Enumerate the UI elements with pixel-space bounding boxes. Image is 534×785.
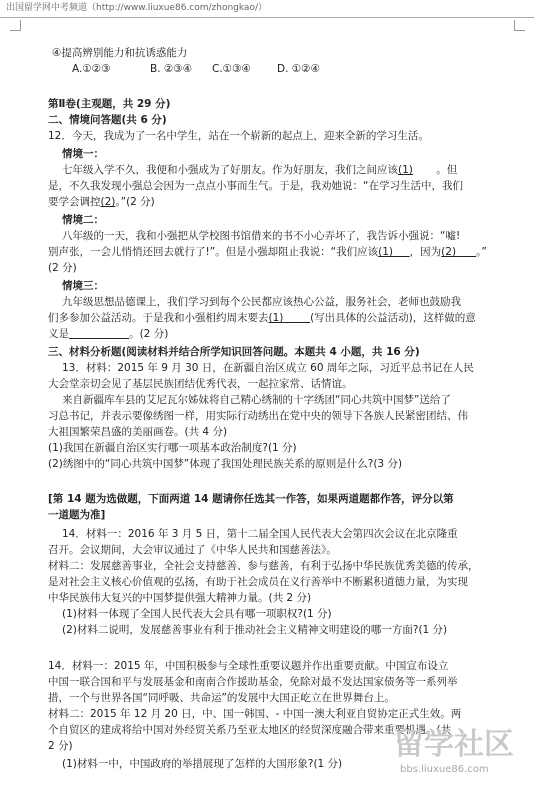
q14-note-line2: 一道题为准] — [48, 509, 106, 521]
q14a-line4: 是对社会主义核心价值观的弘扬，有助于社会成员在义行善举中不断累积道德力量，为实现 — [48, 576, 468, 588]
q14b-line4: 材料二：2015 年 12 月 20 日，中、国一韩国、- 中国一澳大利亚自贸协定正式生效。两 — [48, 708, 462, 720]
q14a-line5: 中华民族伟大复兴的中国梦提供强大精神力量。(共 2 分) — [48, 592, 312, 604]
watermark-url: bbs.liuxue86.com — [400, 764, 489, 775]
section2-title: 二、情境问答题(共 6 分) — [48, 114, 167, 126]
q12-scenario2-score: (2 分) — [48, 262, 77, 274]
q14b-line1: 14．材料一：2015 年，中国积极参与全球性重要议题并作出重要贡献。中国宣布设立 — [48, 660, 449, 672]
q13-line5: 大祖国繁荣昌盛的美丽画卷。(共 4 分) — [48, 426, 228, 438]
q14a-sub1: (1)材料一体现了全国人民代表大会具有哪一项职权?(1 分) — [62, 608, 332, 620]
q13-line1: 13．材料：2015 年 9 月 30 日，在新疆自治区成立 60 周年之际，习近平总书记在人民 — [62, 362, 474, 374]
q13-sub1: (1)我国在新疆自治区实行哪一项基本政治制度?(1 分) — [48, 442, 297, 454]
q12-scenario2-label: 情境二： — [62, 214, 104, 226]
q12-scenario2-line2: 别声张，一会儿悄悄还回去就行了!”。但是小强却阻止我说：“我们应该(1) ，因为(2) 。” — [48, 246, 487, 258]
q14-note-line1: [第 14 题为选做题，下面两道 14 题请你任选其一作答，如果两道题都作答，评分以第 — [48, 493, 454, 505]
q14a-line1: 14．材料一：2016 年 3 月 5 日，第十二届全国人民代表大会第四次会议在北京隆重 — [62, 528, 458, 540]
q12-scenario3-line1: 九年级思想品德课上，我们学习到每个公民都应该热心公益，服务社会，老师也鼓励我 — [62, 296, 461, 308]
q12-scenario3-line3: 义是 。(2 分) — [48, 328, 169, 340]
q11-item-4: ④提高辨别能力和抗诱惑能力 — [52, 47, 188, 59]
q13-sub2: (2)绣图中的“同心共筑中国梦”体现了我国处理民族关系的原则是什么?(3 分) — [48, 458, 403, 470]
q14b-sub1: (1)材料一中，中国政府的举措展现了怎样的大国形象?(1 分) — [62, 758, 343, 770]
q14b-line5: 个自贸区的建成将给中国对外经贸关系乃至亚太地区的经贸深度融合带来重要机遇。(共 — [48, 724, 452, 736]
blank-field: (2) — [441, 246, 457, 258]
q12-scenario2-line1: 八年级的一天，我和小强把从学校图书馆借来的书不小心弄坏了，我告诉小强说：“嘘! — [62, 230, 461, 242]
crop-mark-right — [514, 20, 525, 31]
blank-field: (1) — [268, 312, 284, 324]
q13-line4: 习总书记，并表示要像绣图一样，用实际行动绣出在党中央的领导下各族人民紧密团结、伟 — [48, 410, 468, 422]
q12-scenario3-label: 情境三： — [62, 280, 104, 292]
q11-option-a: A.①②③ — [72, 63, 111, 75]
watermark-logo: 留学社区 — [394, 727, 514, 762]
q14b-line6: 2 分) — [48, 740, 73, 752]
q14a-line2: 召开。会议期间，大会审议通过了《中华人民共和国慈善法》。 — [48, 544, 337, 556]
crop-mark-left — [10, 20, 21, 31]
q12-scenario1-label: 情境一： — [62, 148, 104, 160]
q11-option-c: C.①③④ — [212, 63, 251, 75]
q14b-line2: 中国一联合国和平与发展基金和南南合作援助基金，免除对最不发达国家债务等一系列举 — [48, 676, 458, 688]
q14a-sub2: (2)材料二说明，发展慈善事业有利于推动社会主义精神文明建设的哪一方面?(1 分) — [62, 624, 448, 636]
q12-scenario1-line3: 要学会调控(2)。”(2 分) — [48, 196, 155, 208]
page-header — [0, 0, 534, 18]
q11-option-b: B. ②③④ — [150, 63, 193, 75]
q14a-line3: 材料二：发展慈善事业，全社会支持慈善、参与慈善，有利于弘扬中华民族优秀美德的传承， — [48, 560, 479, 572]
blank-field: (1) — [378, 246, 393, 258]
q12-scenario1-line1: 七年级入学不久，我便和小强成为了好朋友。作为好朋友，我们之间应该(1) 。但 — [62, 164, 458, 176]
q14b-line3: 措，一个与世界各国“同呼吸、共命运”的发展中大国正屹立在世界舞台上。 — [48, 692, 395, 704]
q12-scenario1-line2: 是，不久我发现小强总会因为一点点小事而生气。于是，我劝她说：“在学习生活中，我们 — [48, 180, 463, 192]
q12-intro: 12．今天，我成为了一名中学生，站在一个崭新的起点上，迎来全新的学习生活。 — [48, 130, 429, 142]
q12-scenario3-line2: 们多参加公益活动。于是我和小强相约周末要去(1) (写出具体的公益活动)，这样做的意 — [48, 312, 476, 324]
q13-line2: 大会堂亲切会见了基层民族团结优秀代表，一起拉家常、话情谊。 — [48, 378, 353, 390]
q13-line3: 来自新疆库车县的艾尼瓦尔姊妹将自己精心绣制的十字绣团“同心共筑中国梦”送给了 — [62, 394, 451, 406]
part2-title: 第Ⅱ卷(主观题，共 29 分) — [48, 98, 171, 110]
q11-option-d: D. ①②④ — [277, 63, 320, 75]
blank-field: (2) — [100, 196, 116, 208]
blank-field: (1) — [398, 164, 413, 176]
header-source-text: 出国留学网中考频道（http://www.liuxue86.com/zhongkao/） — [6, 3, 267, 13]
section3-title: 三、材料分析题(阅读材料并结合所学知识回答问题。本题共 4 小题，共 16 分) — [48, 346, 420, 358]
